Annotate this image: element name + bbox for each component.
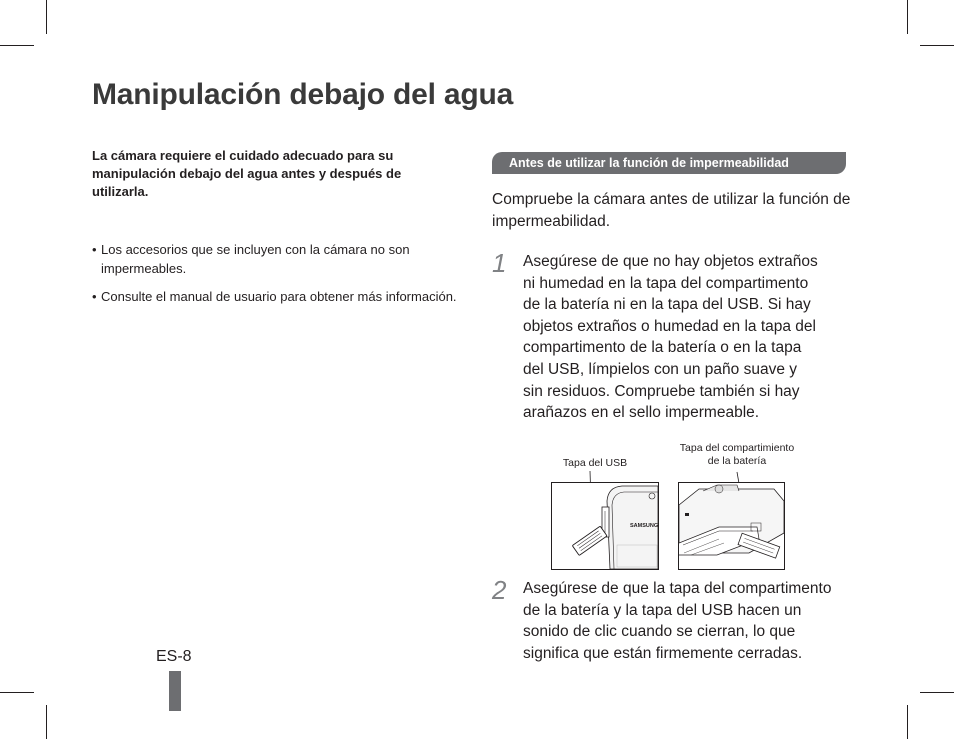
step-line: de la batería y la tapa del USB hacen un (523, 601, 802, 619)
camera-usb-illustration (552, 483, 658, 569)
step-line: del USB, límpielos con un paño suave y (523, 360, 797, 378)
step-line: arañazos en el sello impermeable. (523, 404, 760, 422)
list-item-text: Los accesorios que se incluyen con la cámara no son impermeables. (101, 242, 410, 276)
step-line: objetos extraños o humedad en la tapa del (523, 317, 816, 335)
battery-cover-label-line: de la batería (707, 455, 767, 467)
page-title: Manipulación debajo del agua (92, 78, 514, 111)
page-number: ES-8 (156, 648, 192, 665)
intro-text: La cámara requiere el cuidado adecuado para su manipulación debajo del agua antes y después de utilizarla. (92, 148, 402, 199)
step-text (523, 578, 853, 664)
section-lead-text: Compruebe la cámara antes de utilizar la función de impermeabilidad. (492, 191, 851, 230)
brand-logo-text: SAMSUNG (630, 523, 658, 529)
page-edge-tab (169, 671, 181, 711)
step-line: Asegúrese de que no hay objetos extraños (523, 253, 818, 270)
step-number: 2 (492, 575, 507, 605)
step-line: ni humedad en la tapa del compartimento (523, 274, 809, 292)
camera-battery-illustration (679, 483, 784, 569)
step-number: 1 (492, 248, 507, 278)
bullet-char: • (92, 289, 97, 304)
battery-cover-figure (678, 482, 785, 570)
battery-cover-label-line: Tapa del compartimiento (679, 442, 795, 454)
step-line: Asegúrese de que la tapa del compartimento (523, 580, 832, 597)
step-line: sin residuos. Compruebe también si hay (523, 382, 800, 400)
usb-cover-label: Tapa del USB (562, 457, 628, 469)
section-header: Antes de utilizar la función de impermeabilidad (492, 152, 846, 174)
usb-cover-figure (551, 482, 659, 570)
bullet-char: • (92, 242, 97, 257)
step-line: compartimento de la batería o en la tapa (523, 339, 802, 357)
step-line: significa que están firmemente cerradas. (523, 644, 803, 662)
step-line: sonido de clic cuando se cierran, lo que (523, 623, 796, 641)
list-item-text: Consulte el manual de usuario para obtener más información. (101, 289, 457, 304)
step-line: de la batería ni en la tapa del USB. Si hay (523, 296, 811, 314)
